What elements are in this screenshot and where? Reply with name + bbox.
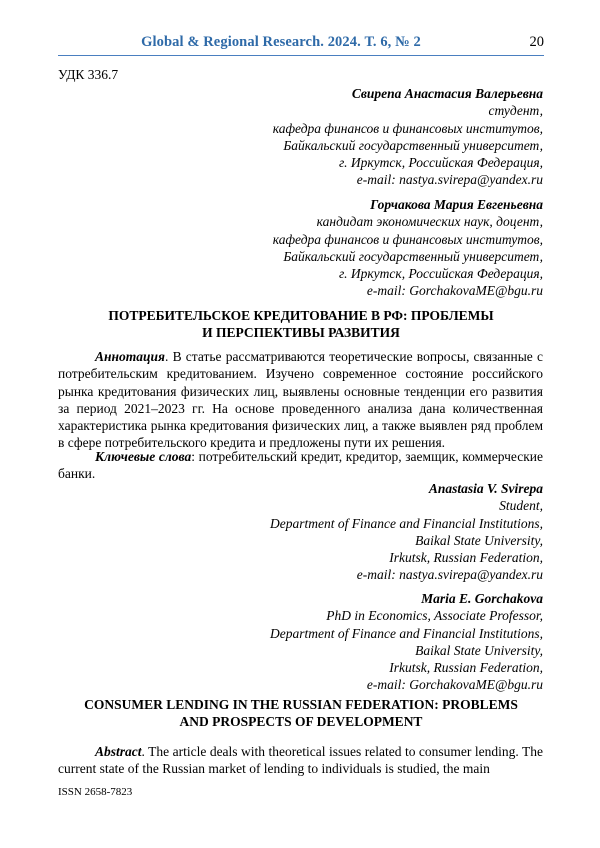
author-en-2 (270, 590, 543, 694)
header-rule (58, 55, 544, 56)
abstract-text: . В статье рассматриваются теоретические вопросы, связанные с потребительским кредитованием. Изучено современное состояние российского рынка кредитования физических лиц, выявлены основные тенденции его развития за период 2021–2023 гг. На основе проведенного анализа дана количественная характеристика рынка кредитования физических лиц, а также выявлен ряд проблем в сфере потребительского кредита и предложены пути их решения. (58, 349, 543, 451)
author-name: Свирепа Анастасия Валерьевна (351, 86, 543, 101)
author-name: Maria E. Gorchakova (421, 591, 543, 606)
page-number: 20 (529, 34, 544, 50)
author-affiliation-line: Student, (499, 498, 543, 514)
keywords-text: : потребительский кредит, кредитор, заемщик, коммерческие банки. (58, 449, 543, 482)
title-line: И ПЕРСПЕКТИВЫ РАЗВИТИЯ (202, 325, 400, 340)
keywords-label: Ключевые слова (95, 449, 192, 464)
author-affiliation-line: кафедра финансов и финансовых институтов, (272, 120, 543, 136)
abstract-en (58, 743, 543, 778)
abstract-label: Аннотация (95, 349, 165, 364)
author-affiliation-line: Irkutsk, Russian Federation, (389, 550, 543, 566)
author-affiliation-line: Baikal State University, (415, 532, 543, 548)
keywords-ru (58, 448, 543, 483)
author-name: Anastasia V. Svirepa (428, 481, 543, 496)
author-affiliation-line: кафедра финансов и финансовых институтов, (272, 231, 543, 247)
abstract-label: Abstract (95, 744, 142, 759)
author-affiliation-line: Байкальский государственный университет, (283, 248, 543, 264)
title-line: ПОТРЕБИТЕЛЬСКОЕ КРЕДИТОВАНИЕ В РФ: ПРОБЛЕМЫ (108, 308, 494, 323)
author-affiliation-line: Department of Finance and Financial Institutions, (270, 515, 543, 531)
author-name: Горчакова Мария Евгеньевна (370, 197, 543, 212)
title-line: AND PROSPECTS OF DEVELOPMENT (179, 714, 423, 729)
author-affiliation-line: г. Иркутск, Российская Федерация, (339, 266, 543, 282)
abstract-text: . The article deals with theoretical issues related to consumer lending. The current state of the Russian market of lending to individuals is studied, the main (58, 744, 543, 777)
issn-footer: ISSN 2658-7823 (58, 786, 133, 798)
author-ru-1 (273, 85, 543, 189)
article-title-ru (58, 307, 544, 341)
author-affiliation-line: г. Иркутск, Российская Федерация, (339, 155, 543, 171)
author-affiliation-line: Байкальский государственный университет, (283, 137, 543, 153)
author-email: e-mail: GorchakovaME@bgu.ru (366, 283, 543, 299)
author-affiliation-line: студент, (488, 103, 543, 119)
article-title-en (58, 696, 544, 730)
author-affiliation-line: Irkutsk, Russian Federation, (389, 660, 543, 676)
author-ru-2 (273, 196, 543, 300)
udk-code: УДК 336.7 (58, 67, 119, 82)
page-header (58, 34, 544, 56)
author-affiliation-line: кандидат экономических наук, доцент, (316, 214, 543, 230)
author-affiliation-line: PhD in Economics, Associate Professor, (326, 608, 543, 624)
title-line: CONSUMER LENDING IN THE RUSSIAN FEDERATION: PROBLEMS (84, 697, 518, 712)
abstract-ru (58, 348, 543, 452)
author-affiliation-line: Department of Finance and Financial Institutions, (270, 625, 543, 641)
author-email: e-mail: nastya.svirepa@yandex.ru (356, 172, 543, 188)
author-affiliation-line: Baikal State University, (415, 642, 543, 658)
author-en-1 (270, 480, 543, 584)
author-email: e-mail: GorchakovaME@bgu.ru (366, 677, 543, 693)
author-email: e-mail: nastya.svirepa@yandex.ru (356, 567, 543, 583)
journal-title: Global & Regional Research. 2024. Т. 6, № 2 (141, 34, 421, 50)
